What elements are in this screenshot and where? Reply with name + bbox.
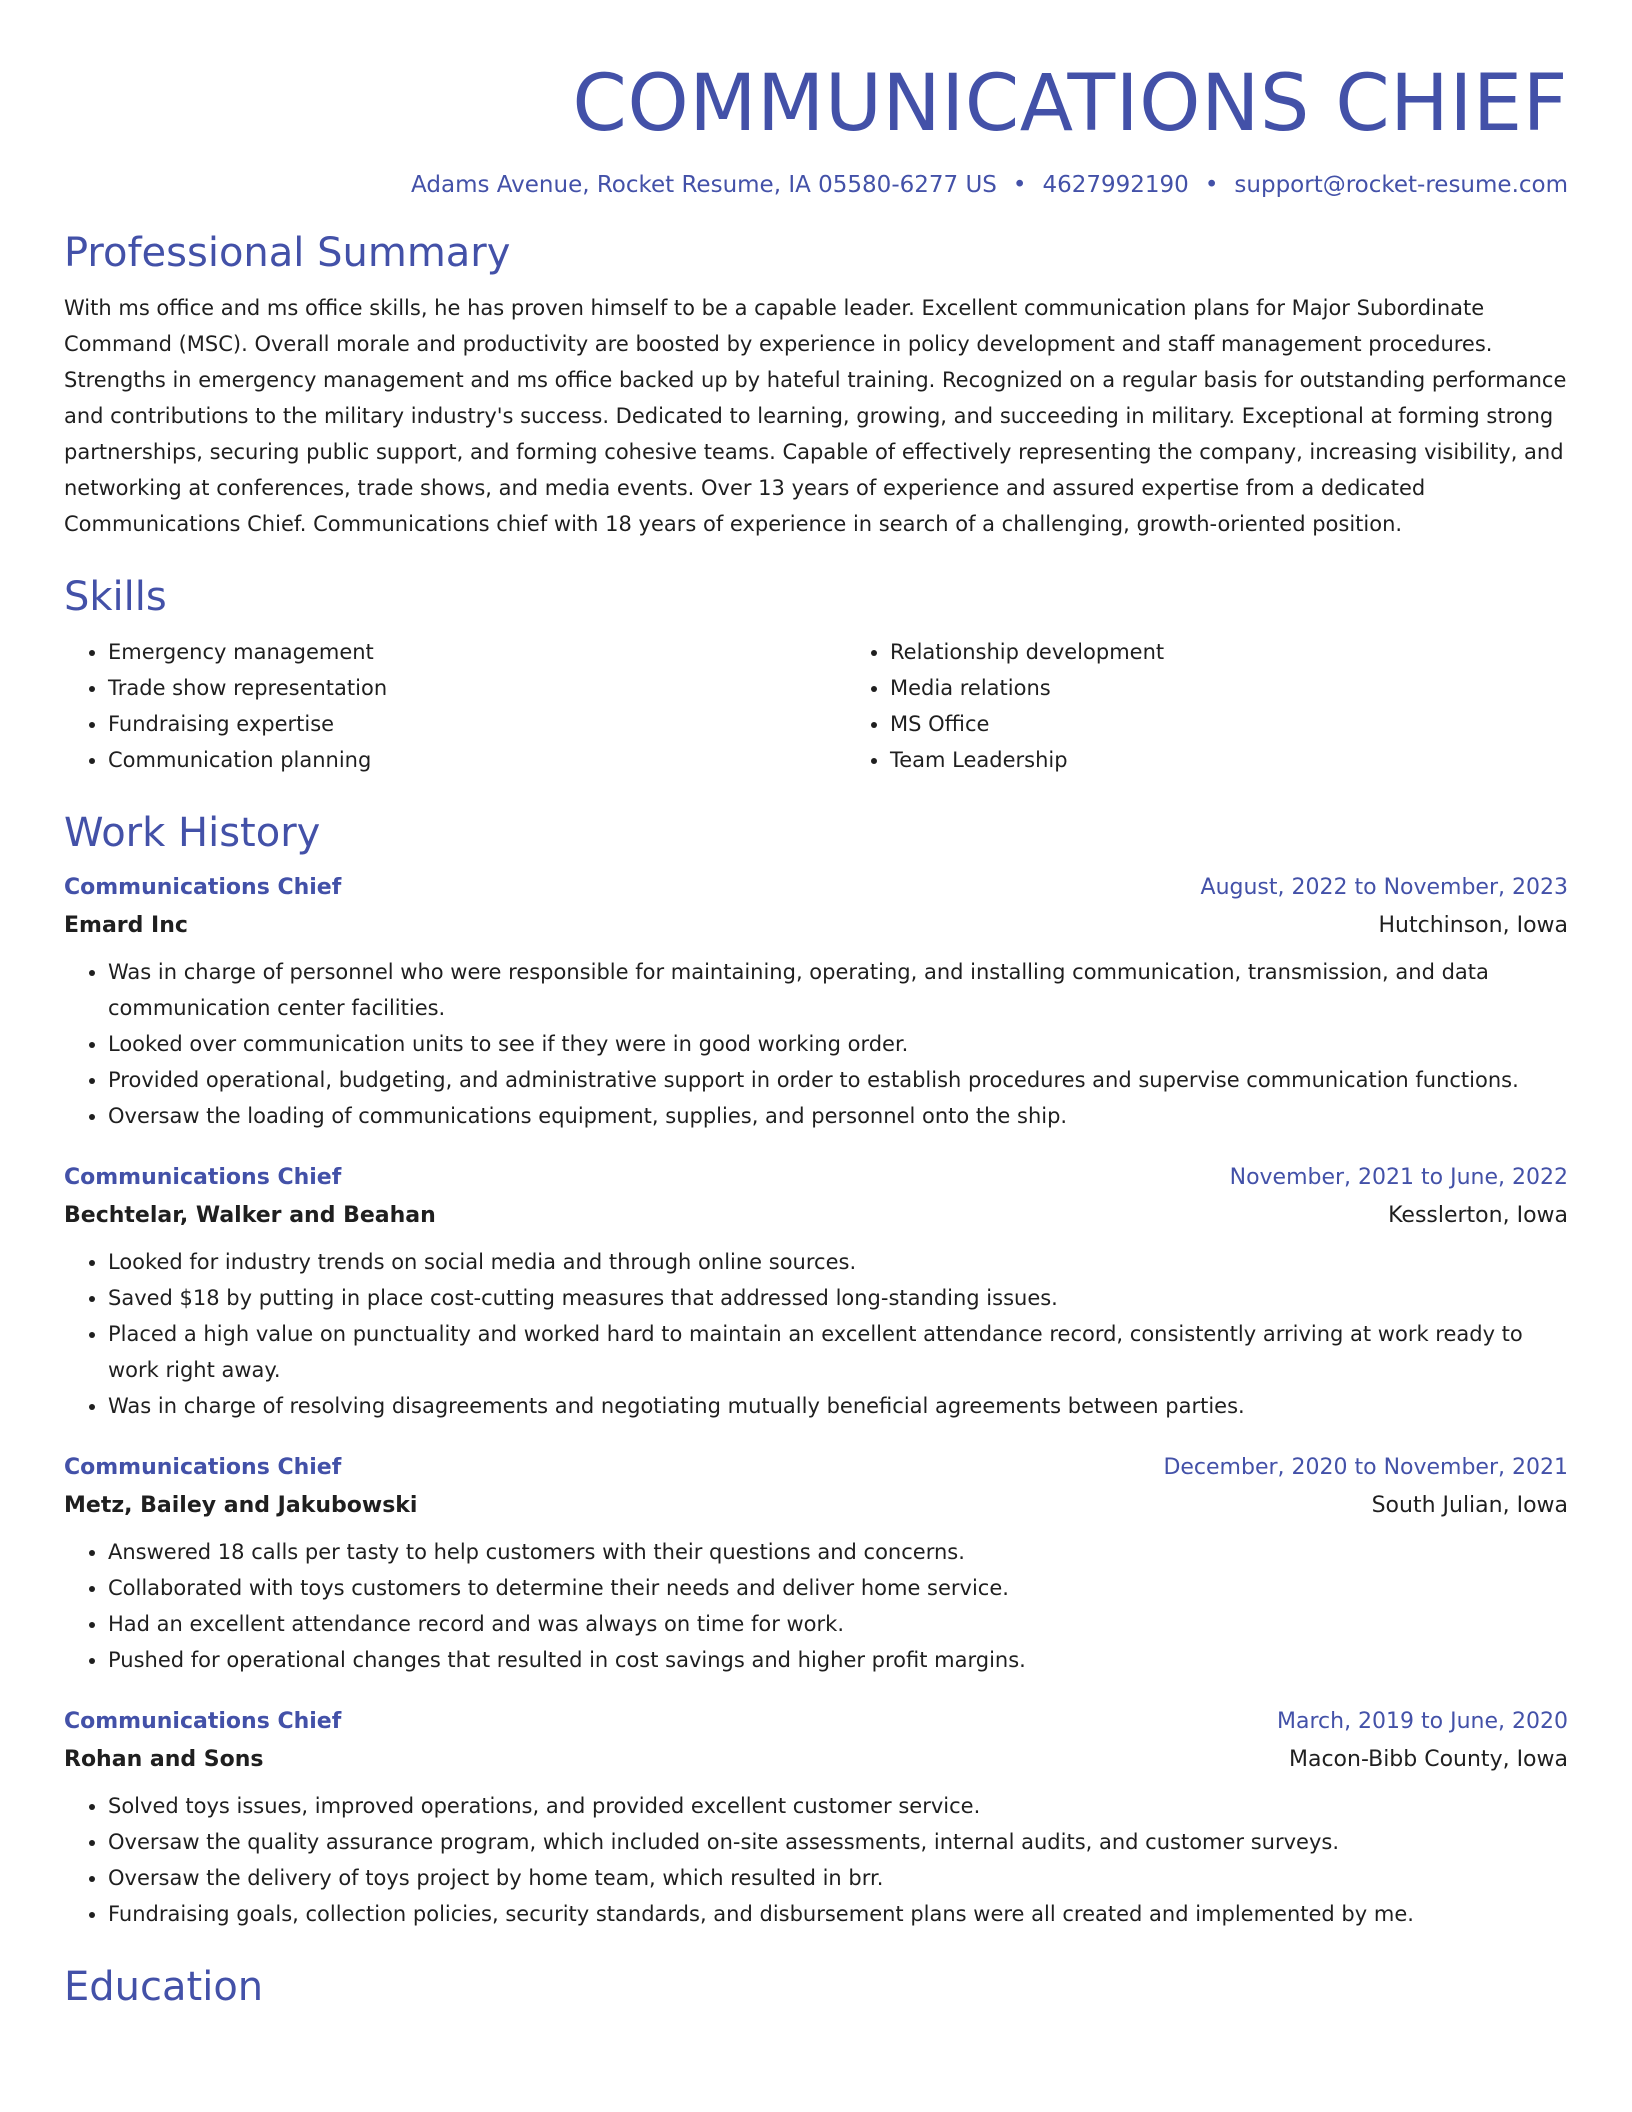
job-dates: December, 2020 to November, 2021: [1163, 1455, 1568, 1480]
job-bullet: • Answered 18 calls per tasty to help customers with their questions and concerns.: [108, 1534, 1568, 1570]
job-title: Communications Chief: [64, 1709, 342, 1734]
contact-email: support@rocket-resume.com: [1234, 172, 1568, 198]
job-bullet: • Was in charge of personnel who were responsible for maintaining, operating, and installing communication, transmission, and data communication center facilities.: [108, 954, 1568, 1026]
job-bullet: • Solved toys issues, improved operations, and provided excellent customer service.: [108, 1788, 1568, 1824]
education-heading: Education: [64, 1964, 264, 2010]
skill-item: • Communication planning: [108, 742, 786, 778]
summary-text: With ms office and ms office skills, he has proven himself to be a capable leader. Excellent communication plans for Major Subordinate Command (MSC). Overall morale and productivity are boosted by experience in policy development and staff management procedures. Strengths in emergency management and ms office backed up by hateful training. Recognized on a regular basis for outstanding performance and contributions to the military industry's success. Dedicated to learning, growing, and succeeding in military. Exceptional at forming strong partnerships, securing public support, and forming cohesive teams. Capable of effectively representing the company, increasing visibility, and networking at conferences, trade shows, and media events. Over 13 years of experience and assured expertise from a dedicated Communications Chief. Communications chief with 18 years of experience in search of a challenging, growth-oriented position.: [64, 296, 1567, 536]
job-location: Hutchinson, Iowa: [1378, 913, 1568, 938]
resume-header: [64, 56, 1568, 198]
job-bullet: • Provided operational, budgeting, and administrative support in order to establish procedures and supervise communication functions.: [108, 1062, 1568, 1098]
job-bullet: • Saved $18 by putting in place cost-cutting measures that addressed long-standing issues.: [108, 1280, 1568, 1316]
job-company: Metz, Bailey and Jakubowski: [64, 1493, 418, 1518]
job-bullets: [64, 1244, 1568, 1424]
job-bullets: [64, 1788, 1568, 1932]
contact-separator: •: [1012, 172, 1027, 198]
job-entry: [64, 1160, 1568, 1424]
skill-item: • MS Office: [890, 706, 1568, 742]
job-dates: March, 2019 to June, 2020: [1277, 1709, 1568, 1734]
job-bullet: • Collaborated with toys customers to determine their needs and deliver home service.: [108, 1570, 1568, 1606]
job-bullet: • Oversaw the delivery of toys project by home team, which resulted in brr.: [108, 1860, 1568, 1896]
job-dates: November, 2021 to June, 2022: [1229, 1165, 1568, 1190]
contact-separator: •: [1204, 172, 1219, 198]
contact-line: [64, 172, 1568, 198]
job-bullet: • Looked for industry trends on social media and through online sources.: [108, 1244, 1568, 1280]
job-location: Kesslerton, Iowa: [1388, 1203, 1568, 1228]
job-bullets: [64, 1534, 1568, 1678]
job-bullet: • Looked over communication units to see if they were in good working order.: [108, 1026, 1568, 1062]
job-title: Communications Chief: [64, 1455, 342, 1480]
job-location: South Julian, Iowa: [1371, 1493, 1568, 1518]
job-bullet: • Was in charge of resolving disagreements and negotiating mutually beneficial agreements between parties.: [108, 1388, 1568, 1424]
skill-item: • Team Leadership: [890, 742, 1568, 778]
job-company: Bechtelar, Walker and Beahan: [64, 1203, 436, 1228]
job-entry: [64, 1704, 1568, 1932]
job-bullet: • Had an excellent attendance record and was always on time for work.: [108, 1606, 1568, 1642]
work-history-heading: Work History: [64, 810, 321, 856]
job-company: Rohan and Sons: [64, 1747, 264, 1772]
job-entry: [64, 870, 1568, 1134]
summary-heading: Professional Summary: [64, 230, 511, 276]
job-bullet: • Oversaw the loading of communications equipment, supplies, and personnel onto the ship.: [108, 1098, 1568, 1134]
skills-column-left: [64, 634, 786, 778]
job-title: Communications Chief: [64, 1165, 342, 1190]
job-bullet: • Fundraising goals, collection policies, security standards, and disbursement plans were all created and implemented by me.: [108, 1896, 1568, 1932]
job-bullet: • Placed a high value on punctuality and worked hard to maintain an excellent attendance record, consistently arriving at work ready to work right away.: [108, 1316, 1568, 1388]
job-bullet: • Pushed for operational changes that resulted in cost savings and higher profit margins.: [108, 1642, 1568, 1678]
job-bullets: [64, 954, 1568, 1134]
skill-item: • Media relations: [890, 670, 1568, 706]
skills-list: [64, 634, 1568, 778]
skill-item: • Relationship development: [890, 634, 1568, 670]
job-entry: [64, 1450, 1568, 1678]
skill-item: • Trade show representation: [108, 670, 786, 706]
job-company: Emard Inc: [64, 913, 188, 938]
job-bullet: • Oversaw the quality assurance program, which included on-site assessments, internal audits, and customer surveys.: [108, 1824, 1568, 1860]
contact-address: Adams Avenue, Rocket Resume, IA 05580-6277 US: [411, 172, 997, 198]
job-dates: August, 2022 to November, 2023: [1200, 875, 1568, 900]
job-title: Communications Chief: [64, 875, 342, 900]
job-location: Macon-Bibb County, Iowa: [1288, 1747, 1568, 1772]
candidate-title: COMMUNICATIONS CHIEF: [572, 59, 1568, 149]
skill-item: • Fundraising expertise: [108, 706, 786, 742]
contact-phone: 4627992190: [1042, 172, 1189, 198]
skills-heading: Skills: [64, 574, 167, 620]
skill-item: • Emergency management: [108, 634, 786, 670]
skills-column-right: [846, 634, 1568, 778]
